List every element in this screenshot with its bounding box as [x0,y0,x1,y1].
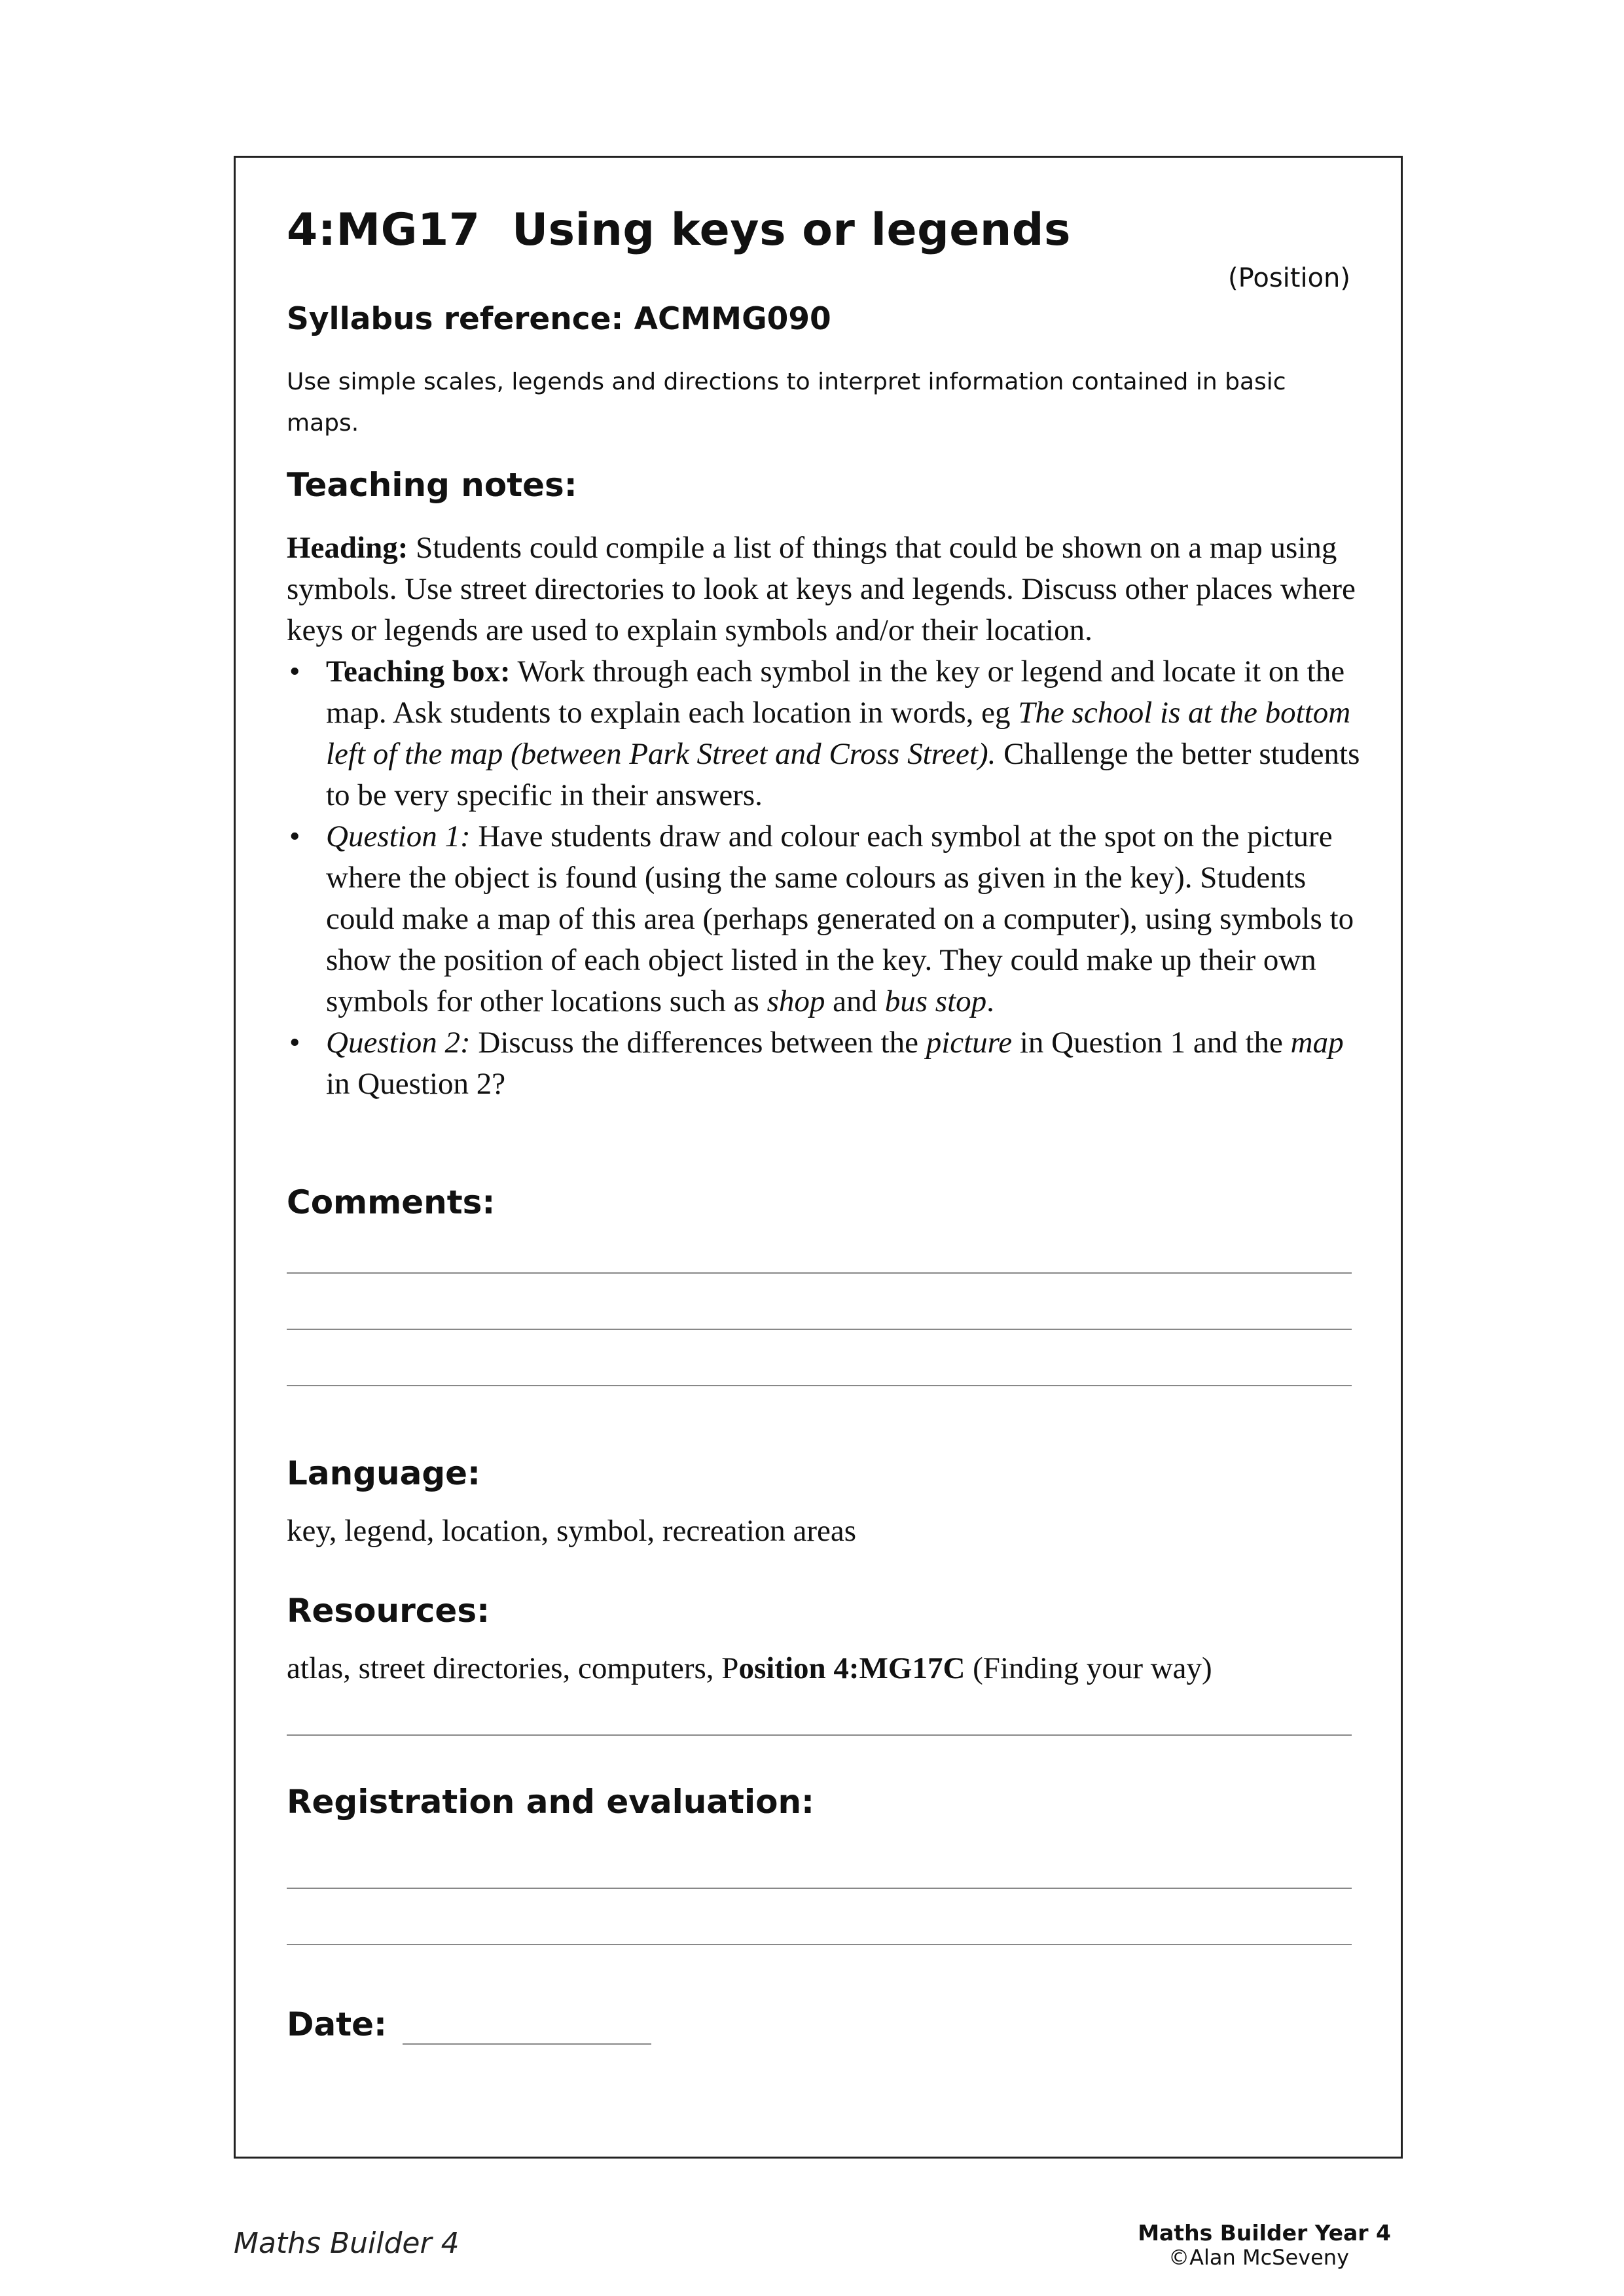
language-heading: Language: [287,1454,481,1492]
teaching-notes-heading: Teaching notes: [287,466,577,504]
bullet-text: Work through each symbol in the key or legend and locate it on the map. Ask students to explain each location in words, eg [326,655,1345,730]
comment-line-2 [287,1329,1352,1330]
bullet-italic-text: map [1290,1026,1344,1060]
registration-line-2 [287,1944,1352,1945]
resources-text [287,1648,1360,1689]
registration-line-1 [287,1888,1352,1889]
bullet-italic-text: picture [926,1026,1013,1060]
bullet-text: in Question 1 and the [1012,1026,1291,1060]
bullet-label: Question 2: [326,1026,471,1060]
resources-line [287,1734,1352,1736]
page-frame [234,156,1403,2159]
bullet-label: Teaching box: [326,655,511,689]
intro-label: Heading: [287,531,408,565]
bullet-text: . [986,984,994,1018]
bullet-text: and [825,984,885,1018]
objective-text [287,361,1347,444]
resources-heading: Resources: [287,1592,490,1630]
comment-line-1 [287,1272,1352,1274]
bullet-italic-text: The school is at the bottom left of the map (between Park Street and Cross Street). [326,696,1351,771]
comments-heading: Comments: [287,1183,496,1221]
date-line [403,2043,651,2045]
bullet-italic-text: shop [767,984,825,1018]
position-tag: (Position) [1228,263,1350,293]
resources-text-part: (Finding your way) [965,1651,1212,1685]
resources-reference: osition 4:MG17C [738,1651,965,1685]
footer-copyright: ©Alan McSeveny [1168,2245,1349,2270]
bullet-question-1 [287,816,1360,1022]
syllabus-reference: Syllabus reference: ACMMG090 [287,301,831,337]
objective-line-2: maps. [287,410,359,437]
bullet-teaching-box [287,651,1360,816]
registration-heading: Registration and evaluation: [287,1783,815,1821]
bullet-question-2 [287,1022,1360,1105]
intro-text: Students could compile a list of things that could be shown on a map using symbols. Use street directories to look at keys and legends. Discuss other places where keys or legends are used to explain symbols and/or their location. [287,531,1356,647]
bullet-text: in Question 2? [326,1067,506,1101]
footer-book-title: Maths Builder Year 4 [1138,2220,1391,2246]
teaching-notes-body [287,528,1360,1105]
bullet-text: Challenge the better students to be very specific in their answers. [326,737,1360,812]
bullet-text: Discuss the differences between the [470,1026,926,1060]
intro-paragraph [287,528,1360,651]
page-title: 4:MG17 Using keys or legends [287,204,1071,256]
footer-left: Maths Builder 4 [234,2227,460,2260]
bullet-italic-text: bus stop [884,984,987,1018]
teaching-bullets [287,651,1360,1105]
bullet-label: Question 1: [326,819,471,853]
objective-line-1: Use simple scales, legends and directions to interpret information contained in basic [287,368,1286,395]
bullet-text: Have students draw and colour each symbol at the spot on the picture where the object is found (using the same colours as given in the key). Students could make a map of this area (perhaps generated on a computer), using symbols to show the position of each object listed in the key. They could make up their own symbols for other locations such as [326,819,1354,1018]
comment-line-3 [287,1385,1352,1386]
resources-text-part: atlas, street directories, computers, P [287,1651,739,1685]
date-label: Date: [287,2005,388,2043]
language-text: key, legend, location, symbol, recreation areas [287,1514,857,1548]
